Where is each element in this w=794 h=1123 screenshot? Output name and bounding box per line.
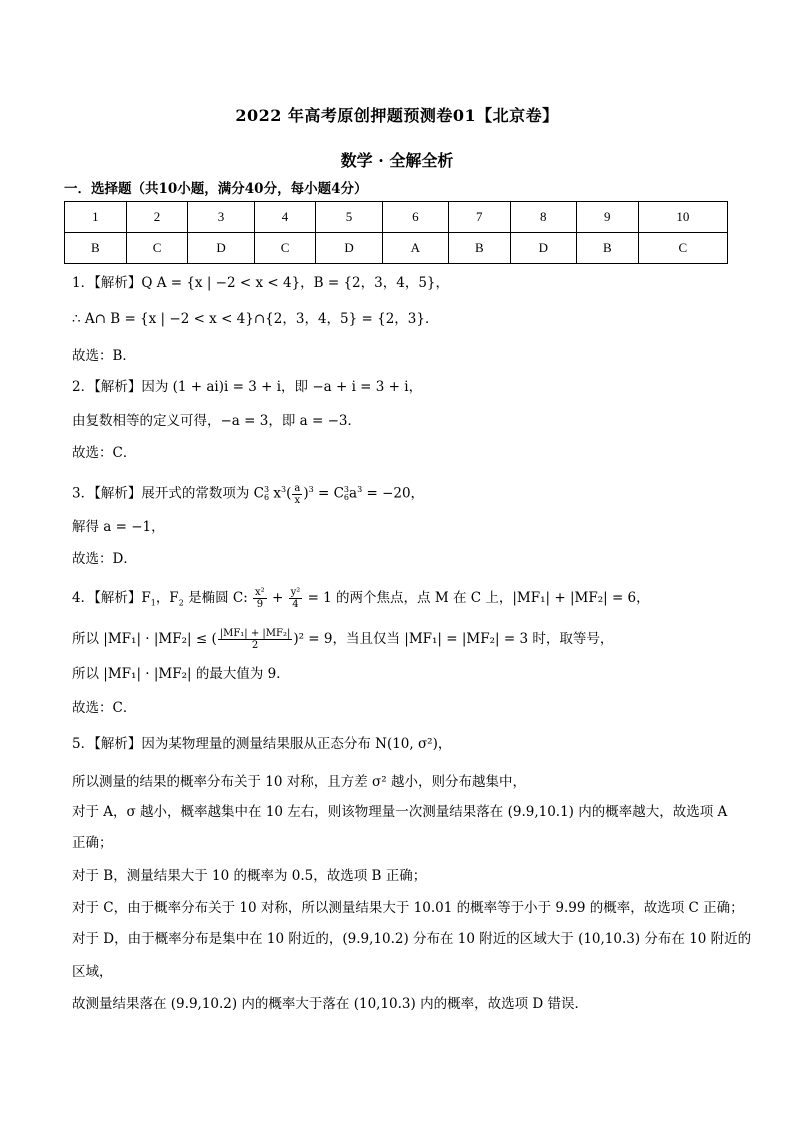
solution-line: 对于 B，测量结果大于 10 的概率为 0.5，故选项 B 正确； [72, 868, 427, 884]
superscript: 3 [343, 485, 350, 494]
solution-line: 故选：C． [72, 445, 137, 461]
text-run: 是椭圆 C: [183, 590, 253, 606]
solution-line: 2．【解析】因为 (1 + ai)i = 3 + i，即 −a + i = 3 + i， [72, 379, 423, 395]
solution-line: 区域， [72, 964, 113, 980]
table-cell: 7 [448, 202, 510, 233]
section-heading: 一．选择题（共10小题，满分40分，每小题4分） [64, 181, 368, 197]
text-run: = −20， [362, 485, 425, 502]
text-run: )² = 9，当且仅当 |MF₁| = |MF₂| = 3 时，取等号， [293, 631, 614, 647]
fraction-denominator: 9 [256, 599, 264, 610]
text-run: = 1 的两个焦点，点 M 在 C 上，|MF₁| + |MF₂| = 6， [303, 590, 650, 606]
document-title: 2022 年高考原创押题预测卷01【北京卷】 [235, 106, 559, 125]
fraction-numerator: |MF₁| + |MF₂| [219, 628, 291, 639]
solution-line: 对于 A，σ 越小，概率越集中在 10 左右，则该物理量一次测量结果落在 (9.9,10.1) 内的概率越大，故选项 A [72, 804, 728, 820]
fraction [292, 483, 302, 506]
subscript: 6 [263, 493, 270, 502]
table-cell: 9 [576, 202, 638, 233]
table-cell: D [316, 233, 382, 264]
table-cell: B [576, 233, 638, 264]
table-cell: 8 [510, 202, 576, 233]
fraction-numerator: a [294, 482, 301, 494]
solution-line: 3．【解析】展开式的常数项为 C 3 6 $x^3$( $\frac{a}{x}$ )$^3$ = C 3 6 $a^3 = -20$， [72, 482, 425, 506]
fraction [289, 587, 303, 610]
table-cell: 6 [382, 202, 448, 233]
solution-line: 由复数相等的定义可得，−a = 3，即 a = −3． [72, 413, 361, 429]
solution-line: 1．【解析】Q A = {x | −2 < x < 4}，B = {2，3，4，5}， [72, 275, 450, 291]
fraction-numerator: x² [255, 587, 265, 598]
table-cell: 4 [254, 202, 316, 233]
fraction [253, 587, 267, 610]
table-cell: 2 [126, 202, 188, 233]
document-subtitle: 数学 · 全解全析 [340, 151, 454, 170]
table-cell: 1 [65, 202, 127, 233]
solution-line: 对于 D，由于概率分布是集中在 10 附近的，(9.9,10.2) 分布在 10 附近的区域大于 (10,10.3) 分布在 10 附近的 [72, 931, 752, 947]
solution-line: 4．【解析】$F_1$，$F_2$ 是椭圆 C: $\frac{\text{x²}}{9}$ + $\frac{\text{y²}}{4}$ = 1 的两个焦点，点 M 在 C 上，|MF₁| + |MF₂| = 6， [72, 587, 650, 610]
fraction-denominator: 4 [292, 599, 299, 610]
table-cell: C [126, 233, 188, 264]
fraction [218, 628, 293, 651]
solution-line: 故选：B． [72, 348, 136, 364]
table-cell: B [448, 233, 510, 264]
table-cell: D [510, 233, 576, 264]
text-run: = C [313, 485, 344, 502]
solution-line: ∴ A∩ B = {x | −2 < x < 4}∩{2，3，4，5} = {2，3}． [72, 311, 439, 327]
text-run: 所以 |MF₁| · |MF₂| ≤ ( [72, 631, 217, 647]
table-cell: D [188, 233, 254, 264]
superscript: 3 [263, 485, 270, 494]
solution-line: 所以测量的结果的概率分布关于 10 对称，且方差 σ² 越小，则分布越集中， [72, 774, 526, 790]
table-cell: B [65, 233, 127, 264]
table-cell: C [638, 233, 727, 264]
solution-line: 故选：C． [72, 700, 137, 716]
text-run: ) [303, 485, 309, 502]
solution-line: 解得 a = −1， [72, 519, 165, 535]
fraction-numerator: y² [290, 587, 301, 598]
solution-line: 对于 C，由于概率分布关于 10 对称，所以测量结果大于 10.01 的概率等于小于 9.99 的概率，故选项 C 正确； [72, 900, 744, 916]
solution-line: 故测量结果落在 (9.9,10.2) 内的概率大于落在 (10,10.3) 内的概率，故选项 D 错误． [72, 996, 588, 1012]
table-cell: 5 [316, 202, 382, 233]
solution-line: 故选：D． [72, 551, 137, 567]
fraction-denominator: x [294, 494, 301, 506]
text-run: ，F [155, 590, 179, 606]
text-run: 4．【解析】F [72, 590, 151, 606]
text-run: + [267, 590, 288, 606]
table-cell: C [254, 233, 316, 264]
answer-table-number-row [65, 202, 728, 233]
table-cell: A [382, 233, 448, 264]
answer-table-answer-row [65, 233, 728, 264]
text-run: 3．【解析】展开式的常数项为 C [72, 485, 264, 502]
table-cell: 3 [188, 202, 254, 233]
answer-table [64, 201, 728, 264]
fraction-denominator: 2 [251, 640, 259, 651]
solution-line: 所以 |MF₁| · |MF₂| 的最大值为 9． [72, 666, 290, 682]
subscript: 6 [343, 493, 350, 502]
text-run: a [349, 485, 358, 502]
text-run: ( [286, 485, 292, 502]
solution-line: 正确； [72, 835, 113, 851]
text-run: x [269, 485, 281, 502]
solution-line [72, 628, 613, 651]
table-cell: 10 [638, 202, 727, 233]
solution-line: 5．【解析】因为某物理量的测量结果服从正态分布 N(10, σ²)， [72, 736, 452, 752]
